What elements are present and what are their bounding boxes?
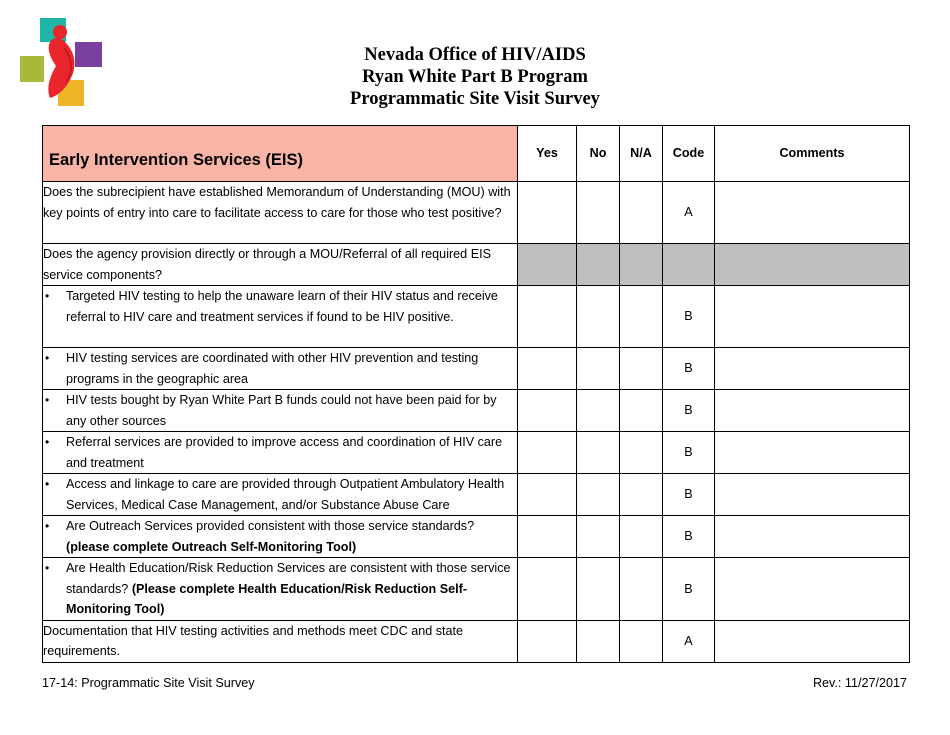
bullet-icon: • <box>45 289 50 303</box>
bullet-icon: • <box>45 351 50 365</box>
question-text: Documentation that HIV testing activities and methods meet CDC and state requirements. <box>43 623 464 658</box>
answer-yes-cell[interactable] <box>518 474 577 516</box>
comments-cell[interactable] <box>715 390 910 432</box>
question-text: HIV tests bought by Ryan White Part B funds could not have been paid for by any other sources <box>66 393 497 428</box>
question-cell <box>43 516 518 558</box>
comments-cell[interactable] <box>715 348 910 390</box>
question-cell <box>43 432 518 474</box>
comments-cell[interactable] <box>715 182 910 244</box>
question-cell <box>43 558 518 621</box>
answer-yes-cell[interactable] <box>518 620 577 662</box>
question-text: Targeted HIV testing to help the unaware learn of their HIV status and receive referral to HIV care and treatment services if found to be HIV positive. <box>66 289 498 324</box>
comments-cell[interactable] <box>715 620 910 662</box>
code-cell: A <box>663 182 715 244</box>
answer-na-cell[interactable] <box>620 348 663 390</box>
answer-no-cell[interactable] <box>577 620 620 662</box>
answer-yes-cell[interactable] <box>518 516 577 558</box>
column-no: No <box>577 126 620 182</box>
header-line-3: Programmatic Site Visit Survey <box>350 89 600 109</box>
answer-yes-cell[interactable] <box>518 558 577 621</box>
answer-na-cell[interactable] <box>620 182 663 244</box>
logo-head <box>53 25 67 39</box>
answer-yes-cell[interactable] <box>518 182 577 244</box>
answer-na-cell <box>620 244 663 286</box>
comments-cell[interactable] <box>715 558 910 621</box>
section-title: Early Intervention Services (EIS) <box>43 126 518 182</box>
question-text: Are Health Education/Risk Reduction Services are consistent with those service standards? <box>66 561 511 596</box>
answer-no-cell[interactable] <box>577 286 620 348</box>
table-header-row <box>43 126 910 182</box>
answer-no-cell[interactable] <box>577 516 620 558</box>
question-instruction: (Please complete Health Education/Risk Reduction Self-Monitoring Tool) <box>66 581 468 616</box>
table-row <box>43 620 910 662</box>
answer-yes-cell[interactable] <box>518 348 577 390</box>
answer-yes-cell[interactable] <box>518 432 577 474</box>
document-header <box>0 44 950 110</box>
comments-cell[interactable] <box>715 432 910 474</box>
footer-form-id: 17-14: Programmatic Site Visit Survey <box>42 676 255 690</box>
question-text: Does the subrecipient have established Memorandum of Understanding (MOU) with key points of entry into care to facilitate access to care for those who test positive? <box>43 185 511 220</box>
question-text: HIV testing services are coordinated with other HIV prevention and testing programs in the geographic area <box>66 351 479 386</box>
bullet-icon: • <box>45 519 50 533</box>
question-cell <box>43 286 518 348</box>
bullet-icon: • <box>45 393 50 407</box>
column-code: Code <box>663 126 715 182</box>
question-text: Referral services are provided to improve access and coordination of HIV care and treatment <box>66 435 503 470</box>
question-text: Does the agency provision directly or through a MOU/Referral of all required EIS service components? <box>43 247 491 282</box>
column-na: N/A <box>620 126 663 182</box>
question-cell <box>43 182 518 244</box>
answer-no-cell[interactable] <box>577 348 620 390</box>
answer-na-cell[interactable] <box>620 432 663 474</box>
survey-table <box>42 125 910 663</box>
code-cell <box>663 244 715 286</box>
column-yes: Yes <box>518 126 577 182</box>
table-row <box>43 182 910 244</box>
answer-yes-cell <box>518 244 577 286</box>
code-cell: B <box>663 516 715 558</box>
question-cell <box>43 474 518 516</box>
answer-no-cell[interactable] <box>577 474 620 516</box>
code-cell: B <box>663 558 715 621</box>
answer-no-cell[interactable] <box>577 558 620 621</box>
answer-no-cell[interactable] <box>577 432 620 474</box>
table-row <box>43 244 910 286</box>
table-row <box>43 516 910 558</box>
question-cell <box>43 244 518 286</box>
header-line-1: Nevada Office of HIV/AIDS <box>364 45 586 65</box>
answer-yes-cell[interactable] <box>518 390 577 432</box>
code-cell: B <box>663 390 715 432</box>
question-cell <box>43 390 518 432</box>
table-row <box>43 558 910 621</box>
answer-na-cell[interactable] <box>620 516 663 558</box>
comments-cell[interactable] <box>715 474 910 516</box>
header-line-2: Ryan White Part B Program <box>362 67 588 87</box>
table-row <box>43 286 910 348</box>
table-row <box>43 348 910 390</box>
footer-revision: Rev.: 11/27/2017 <box>812 676 907 690</box>
comments-cell <box>715 244 910 286</box>
answer-yes-cell[interactable] <box>518 286 577 348</box>
answer-na-cell[interactable] <box>620 620 663 662</box>
answer-na-cell[interactable] <box>620 558 663 621</box>
question-text: Access and linkage to care are provided through Outpatient Ambulatory Health Services, Medical Case Management, and/or Substance Abuse Care <box>66 477 505 512</box>
comments-cell[interactable] <box>715 286 910 348</box>
column-comments: Comments <box>715 126 910 182</box>
answer-no-cell <box>577 244 620 286</box>
code-cell: B <box>663 474 715 516</box>
answer-no-cell[interactable] <box>577 390 620 432</box>
code-cell: B <box>663 286 715 348</box>
bullet-icon: • <box>45 561 50 575</box>
bullet-icon: • <box>45 477 50 491</box>
question-instruction: (please complete Outreach Self-Monitoring Tool) <box>66 539 357 554</box>
comments-cell[interactable] <box>715 516 910 558</box>
answer-no-cell[interactable] <box>577 182 620 244</box>
answer-na-cell[interactable] <box>620 390 663 432</box>
code-cell: B <box>663 432 715 474</box>
question-cell <box>43 348 518 390</box>
code-cell: A <box>663 620 715 662</box>
code-cell: B <box>663 348 715 390</box>
bullet-icon: • <box>45 435 50 449</box>
question-cell <box>43 620 518 662</box>
table-row <box>43 474 910 516</box>
answer-na-cell[interactable] <box>620 286 663 348</box>
answer-na-cell[interactable] <box>620 474 663 516</box>
table-row <box>43 390 910 432</box>
question-text: Are Outreach Services provided consistent with those service standards? <box>66 519 475 533</box>
table-row <box>43 432 910 474</box>
